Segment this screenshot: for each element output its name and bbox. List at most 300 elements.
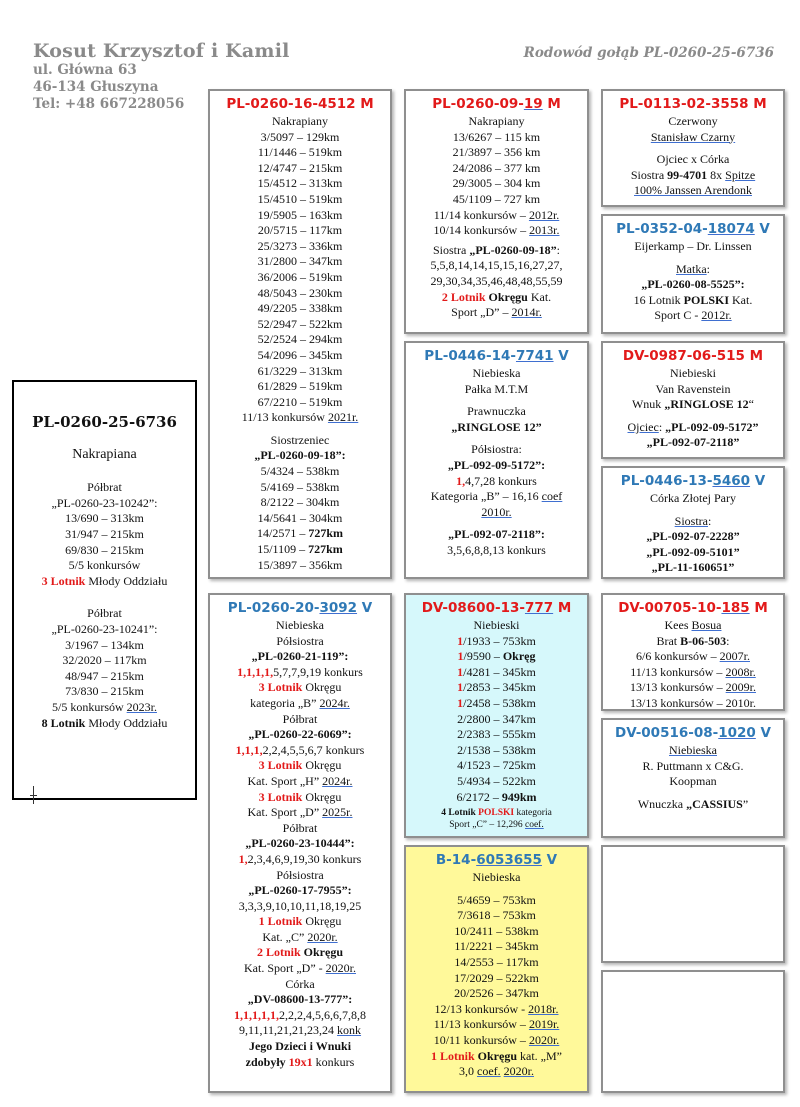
- category-year: 2025r.: [322, 805, 353, 820]
- results-wins: 1,1,1,1,: [237, 664, 274, 679]
- konk-text: 11/14 konkursów –: [433, 207, 529, 222]
- kids-text: zdobyły: [245, 1054, 289, 1069]
- fff-line: [607, 183, 779, 199]
- summary-year: 2021r.: [327, 410, 359, 425]
- ring-number: 6053655: [476, 852, 542, 868]
- mother-bro-lotnik: [214, 758, 386, 774]
- lotnik-rank: 3 Lotnik: [258, 680, 303, 695]
- father-result: 61/2829 – 519km: [257, 379, 343, 394]
- fm-bro-ring: „PL-092-07-2118”:: [448, 527, 545, 542]
- ffm-box: [601, 214, 785, 334]
- line-quote: “: [748, 397, 754, 412]
- subject-brat1-result: 13/690 – 313km: [65, 511, 144, 526]
- lotnik-rank: 3 Lotnik: [258, 758, 303, 773]
- mff-line: [607, 634, 779, 650]
- fm-sis-results: [410, 474, 583, 490]
- mother-sis-ring: „PL-0260-21-119”:: [251, 649, 349, 664]
- sis-ring: „PL-0260-09-18”: [469, 242, 557, 257]
- konk-year: 2007r.: [719, 649, 750, 664]
- konk-year: 2009r.: [725, 680, 756, 695]
- fm-sis-year: 2010r.: [481, 504, 512, 519]
- result-text: 14/2571 –: [256, 526, 309, 541]
- konk-year: 2018r.: [528, 1001, 559, 1016]
- line-text: 100%: [634, 183, 665, 198]
- subject-brat2-result: 73/830 – 215km: [65, 684, 144, 699]
- ff-box: [404, 89, 589, 334]
- mother-bro2-ring: „PL-0260-23-10444”:: [245, 836, 355, 851]
- line-text: Janssen Arendonk: [665, 183, 752, 198]
- mother-daughter-results: [214, 1023, 386, 1039]
- ff-result: 29/3005 – 304 km: [452, 176, 541, 191]
- results-abbrev: konk: [337, 1023, 362, 1038]
- kids-text: konkurs: [312, 1054, 355, 1069]
- mff-konk: [607, 680, 779, 696]
- konk-text: 10/14 konkursów –: [433, 223, 530, 238]
- lotnik-rank: 3 Lotnik: [41, 573, 86, 588]
- konk-text: 13/13 konkursów –: [629, 680, 726, 695]
- lotnik-kat: Kat.: [527, 289, 552, 304]
- mf-result: [410, 680, 583, 696]
- father-ring: „PL-092-09-5172”: [665, 419, 759, 434]
- ring-part: PL-0352-04-: [616, 221, 708, 237]
- ff-result: 13/6267 – 115 km: [452, 129, 541, 144]
- lotnik-rank: 2 Lotnik: [256, 945, 301, 960]
- ring-part: DV-00705-10-: [618, 600, 722, 616]
- results-wins: 1,: [238, 851, 248, 866]
- ff-konk: [410, 223, 583, 239]
- subject-brat1-ring: „PL-0260-23-10242”:: [51, 495, 158, 510]
- mmm-box-empty: [601, 970, 785, 1093]
- mf-result: [410, 665, 583, 681]
- mm-konk: [410, 1017, 583, 1033]
- ff-sis: [410, 243, 583, 259]
- father-result: 52/2947 – 522km: [257, 316, 343, 331]
- father-nephew-result: [214, 542, 386, 558]
- mother-bro-results: [214, 743, 386, 759]
- coef-label: coef.: [477, 1064, 501, 1079]
- ff-sis-results: 29,30,34,35,46,48,48,55,59: [430, 273, 563, 288]
- father-nephew-result: 5/4324 – 538km: [260, 464, 340, 479]
- fm-sis-category: [410, 489, 583, 505]
- fmf-line: [607, 397, 779, 413]
- ring-part: DV-00516-08-: [615, 725, 719, 741]
- mf-result: [410, 790, 583, 806]
- mm-result: 17/2029 – 522km: [454, 970, 539, 985]
- subject-brat2-lotnik: [18, 716, 191, 732]
- lotnik-polski: POLSKI: [683, 292, 730, 307]
- mf-color: Niebieski: [473, 618, 520, 632]
- ff-color: Nakrapiany: [468, 114, 525, 128]
- results-wins: 1,1,1,1,1,: [234, 1007, 279, 1022]
- kids-wins: 19x1: [288, 1054, 313, 1069]
- konk-year: 2008r.: [725, 664, 756, 679]
- ring-number: 5460: [712, 473, 751, 489]
- konk-year: 2013r.: [529, 223, 560, 238]
- mm-box: [404, 845, 589, 1093]
- foot-coef: coef.: [525, 820, 544, 831]
- fm-color: Niebieska: [472, 366, 521, 380]
- line-word: Spitze: [725, 167, 756, 182]
- mff-line: [607, 618, 779, 634]
- ff-ring: [410, 94, 583, 114]
- mff-konk: [607, 649, 779, 665]
- label-text: Siostra: [674, 513, 708, 528]
- category-text: Kat. „C”: [262, 929, 308, 944]
- fmf-father: [607, 420, 779, 436]
- line-name: „CASSIUS: [686, 796, 743, 811]
- summary-text: 11/13 konkursów: [241, 410, 328, 425]
- father-result: 15/4510 – 519km: [257, 191, 343, 206]
- lotnik-level: Młody Oddziału: [85, 573, 168, 588]
- result-distance: 727km: [308, 526, 343, 541]
- line-name: Bosua: [691, 618, 722, 632]
- konk-text: 12/13 konkursów -: [434, 1001, 529, 1016]
- category-year: 2012r.: [701, 308, 732, 323]
- mother-daughter-ring: „DV-08600-13-777”:: [247, 992, 353, 1007]
- ff-result: 24/2086 – 377 km: [452, 160, 541, 175]
- result-rest: /1933 – 753km: [463, 633, 536, 648]
- ring-sex: M: [542, 96, 561, 112]
- result-place: 1: [457, 633, 464, 648]
- fmm-line: Córka Złotej Pary: [650, 491, 736, 505]
- result-distance: 727km: [308, 542, 343, 557]
- ffm-ring: [607, 219, 779, 239]
- category-text: Sport C -: [654, 308, 702, 323]
- line-ring: 99-4701: [667, 167, 708, 182]
- mf-result: [410, 696, 583, 712]
- subject-brat1-result: 69/830 – 215km: [65, 542, 144, 557]
- mother-sis-results: [214, 665, 386, 681]
- lotnik-level: Okręgu: [302, 758, 342, 773]
- owner-city: 46-134 Głuszyna: [33, 79, 159, 95]
- fff-breeder: Stanisław Czarny: [650, 129, 736, 144]
- mother-bro-ring: „PL-0260-22-6069”:: [248, 727, 352, 742]
- mother-sis-category: [214, 696, 386, 712]
- ff-sis-results: 5,5,8,14,14,15,15,16,27,27,: [430, 258, 563, 273]
- ffm-line: Eijerkamp – Dr. Linssen: [634, 239, 752, 253]
- father-nephew-result: 14/5641 – 304km: [257, 510, 343, 525]
- line-colon: :: [726, 633, 730, 648]
- subject-box: [12, 380, 197, 800]
- mf-result: 5/4934 – 522km: [457, 773, 536, 788]
- subject-brat2-ring: „PL-0260-23-10241”:: [51, 621, 158, 636]
- result-rest: /2853 – 345km: [463, 680, 536, 695]
- lotnik-level: Okręgu: [300, 945, 344, 960]
- category-year: 2014r.: [511, 305, 542, 320]
- fmf-color: Niebieski: [670, 366, 716, 380]
- line-quote: ”: [742, 796, 749, 811]
- lotnik-level: Okręgu: [302, 914, 342, 929]
- mm-result: 7/3618 – 753km: [457, 908, 536, 923]
- subject-brat1-result: 31/947 – 215km: [65, 526, 144, 541]
- father-result: 15/4512 – 313km: [257, 176, 343, 191]
- category-text: kategoria „B”: [250, 695, 320, 710]
- sis-colon: :: [556, 242, 560, 257]
- subject-brat1-label: Półbrat: [87, 480, 122, 495]
- ffm-mother-category: [607, 308, 779, 324]
- foot-text: Sport „C” – 12,296: [449, 820, 525, 831]
- father-label: Ojciec: [627, 419, 659, 434]
- ring-sex: V: [541, 852, 558, 868]
- result-rest: 6/2172 –: [456, 789, 502, 804]
- father-nephew-result: 15/3897 – 356km: [257, 557, 343, 572]
- ring-sex: M: [553, 600, 572, 616]
- mother-bro2-results: [214, 852, 386, 868]
- category-year: 2024r.: [322, 773, 353, 788]
- mother-sis2-ring: „PL-0260-17-7955”:: [248, 883, 352, 898]
- subject-brat2-konk: [18, 700, 191, 716]
- results-rest: 2,3,4,6,9,19,30 konkurs: [247, 851, 362, 866]
- owner-address: ul. Główna 63: [33, 62, 137, 78]
- fff-line: Ojciec x Córka: [656, 152, 730, 167]
- fff-line: [607, 168, 779, 184]
- ffm-mother-lotnik: [607, 293, 779, 309]
- mother-sis2-category: [214, 961, 386, 977]
- ring-sex: V: [357, 600, 373, 616]
- ring-number: 777: [524, 600, 554, 616]
- father-colon: :: [658, 419, 666, 434]
- ring-sex: V: [754, 221, 770, 237]
- lotnik-level: Okręgu: [302, 680, 342, 695]
- ff-sis-lotnik: [410, 290, 583, 306]
- mother-bro-lotnik: [214, 790, 386, 806]
- foot-text: kategoria: [514, 808, 552, 819]
- ring-number: 19: [523, 96, 543, 112]
- father-result: 52/2524 – 294km: [257, 332, 343, 347]
- fmf-ring: DV-0987-06-515 M: [622, 348, 764, 364]
- ring-number: 1020: [718, 725, 756, 741]
- ring-number: 18074: [707, 221, 755, 237]
- mm-result: 5/4659 – 753km: [457, 892, 536, 907]
- father-ring: PL-0260-16-4512 M: [226, 96, 374, 112]
- label-text: Matka: [676, 261, 707, 276]
- mother-sis-label: Półsiostra: [276, 633, 324, 648]
- fm-line: Pałka M.T.M: [464, 381, 529, 396]
- fmf-line: Van Ravenstein: [655, 381, 731, 396]
- fm-sis-ring: „PL-092-09-5172”:: [447, 457, 546, 472]
- father-nephew-result: [214, 526, 386, 542]
- result-place: 1: [457, 695, 464, 710]
- father-result: 11/1446 – 519km: [257, 145, 343, 160]
- foot-polski: POLSKI: [478, 808, 515, 819]
- mother-daughter-label: Córka: [285, 976, 315, 991]
- coef-year: 2020r.: [503, 1064, 534, 1079]
- mff-konk: [607, 665, 779, 681]
- mfm-box: [601, 718, 785, 838]
- ring-sex: V: [755, 725, 771, 741]
- result-okreg: Okręg: [502, 649, 536, 664]
- mother-sis2-lotnik: [214, 945, 386, 961]
- mfm-line: [607, 797, 779, 813]
- fff-box: [601, 89, 785, 207]
- lotnik-kat: Kat.: [729, 292, 753, 307]
- category-text: Kat. Sport „H”: [247, 773, 323, 788]
- ring-sex: V: [553, 348, 569, 364]
- mother-sis-lotnik: [214, 680, 386, 696]
- mother-bro-category: [214, 805, 386, 821]
- subject-brat2-result: 32/2020 – 117km: [62, 653, 147, 668]
- fm-great-name: „RINGLOSE 12”: [451, 419, 542, 434]
- father-nephew-ring: „PL-0260-09-18”:: [254, 448, 346, 463]
- subject-ring: PL-0260-25-6736: [32, 413, 177, 431]
- line-text: Kees: [664, 618, 692, 632]
- line-text: Wnuczka: [637, 796, 687, 811]
- mfm-line: Koopman: [669, 774, 717, 789]
- foot-text: 4 Lotnik: [441, 808, 479, 819]
- mm-result: 14/2553 – 117km: [454, 954, 539, 969]
- father-result: 12/4747 – 215km: [257, 160, 343, 175]
- fmm-ring: [607, 471, 779, 491]
- category-text: Kategoria „B” – 16,16: [430, 489, 542, 504]
- mother-daughter-results: [214, 1008, 386, 1024]
- konk-year: 2012r.: [528, 207, 560, 222]
- mff-konk: 13/13 konkursów – 2010r.: [630, 695, 756, 710]
- fff-ring: PL-0113-02-3558 M: [619, 96, 767, 112]
- pedigree-title: Rodowód gołąb PL-0260-25-6736: [523, 45, 774, 61]
- mother-sis2-lotnik: [214, 914, 386, 930]
- ring-sex: V: [750, 473, 766, 489]
- ff-sis-category: [410, 305, 583, 321]
- father-result: 36/2006 – 519km: [257, 269, 343, 284]
- mff-ring: [607, 598, 779, 618]
- ring-part: B-14-: [435, 852, 477, 868]
- category-coef: coef: [541, 489, 563, 504]
- line-text: Siostra: [630, 167, 668, 182]
- lotnik-rank: 1 Lotnik: [430, 1048, 475, 1063]
- fmf-box: [601, 341, 785, 459]
- mf-foot: [410, 819, 583, 831]
- label-colon: :: [706, 261, 710, 276]
- father-result: 54/2096 – 345km: [257, 347, 343, 362]
- subject-brat2-result: 3/1967 – 134km: [65, 637, 144, 652]
- result-text: 15/1109 –: [257, 542, 309, 557]
- father-summary: [214, 410, 386, 426]
- category-text: Sport „D” –: [451, 305, 512, 320]
- father-result: 49/2205 – 338km: [257, 301, 343, 316]
- mf-result: 2/2383 – 555km: [457, 727, 536, 742]
- result-place: 1: [457, 649, 464, 664]
- father-result: 48/5043 – 230km: [257, 285, 343, 300]
- category-text: Kat. Sport „D”: [247, 805, 323, 820]
- fmm-sis-ring: „PL-092-07-2228”: [646, 529, 740, 544]
- results-wins: 1,1,1,: [235, 742, 263, 757]
- mother-sis2-category: [214, 930, 386, 946]
- owner-name: Kosut Krzysztof i Kamil: [33, 40, 290, 62]
- lotnik-kat: kat. „M”: [517, 1048, 562, 1063]
- father-result: 3/5097 – 129km: [260, 129, 340, 144]
- ring-part: DV-08600-13-: [421, 600, 525, 616]
- mother-kids-line: [214, 1055, 386, 1071]
- mf-result: 2/1538 – 538km: [457, 742, 536, 757]
- category-text: Kat. Sport „D” -: [244, 961, 326, 976]
- mf-result: 2/2800 – 347km: [457, 711, 536, 726]
- line-text: Wnuk: [631, 397, 665, 412]
- ring-part: PL-0446-14-: [424, 348, 516, 364]
- lotnik-level: Okręgu: [474, 1048, 518, 1063]
- fmm-sis-ring: „PL-11-160651”: [651, 560, 735, 575]
- result-place: 1: [457, 664, 464, 679]
- lotnik-rank: 2 Lotnik: [441, 289, 486, 304]
- father-result: 25/3273 – 336km: [257, 238, 343, 253]
- category-year: 2020r.: [307, 929, 338, 944]
- subject-brat1-result: 5/5 konkursów: [68, 558, 141, 573]
- results-wins: 1,: [456, 473, 466, 488]
- fm-box: [404, 341, 589, 579]
- text-cursor-icon: [33, 786, 34, 804]
- mf-result: [410, 649, 583, 665]
- father-nephew-result: 8/2122 – 304km: [260, 495, 340, 510]
- results-rest: 5,7,7,9,19 konkurs: [273, 664, 363, 679]
- mm-result: 20/2526 – 347km: [454, 986, 539, 1001]
- konk-year: 2020r.: [528, 1032, 560, 1047]
- konk-text: 10/11 konkursów –: [433, 1032, 529, 1047]
- ring-part: PL-0446-13-: [620, 473, 713, 489]
- line-name: „RINGLOSE 12: [664, 397, 749, 412]
- results-rest: 9,11,11,21,21,23,24: [238, 1023, 338, 1038]
- ffm-mother-ring: „PL-0260-08-5525”:: [641, 277, 745, 292]
- father-result: 19/5905 – 163km: [257, 207, 343, 222]
- konk-year: 2023r.: [126, 699, 157, 714]
- lotnik-level: Młody Oddziału: [85, 715, 168, 730]
- mother-color: Niebieska: [276, 618, 324, 632]
- ff-result: 21/3897 – 356 km: [452, 145, 541, 160]
- father-box: [208, 89, 392, 579]
- ring-part: PL-0260-09-: [432, 96, 524, 112]
- mm-konk: [410, 1033, 583, 1049]
- ring-part: PL-0260-20-: [227, 600, 320, 616]
- mother-bro2-label: Półbrat: [282, 820, 318, 835]
- result-rest: /2458 – 538km: [463, 695, 536, 710]
- mf-foot: [410, 807, 583, 819]
- fmm-sis-label: [607, 514, 779, 530]
- mmf-box-empty: [601, 845, 785, 963]
- mother-ring: [214, 598, 386, 618]
- mother-bro-category: [214, 774, 386, 790]
- mm-lotnik: [410, 1049, 583, 1065]
- lotnik-rank: 16 Lotnik: [633, 292, 684, 307]
- mf-result: 4/1523 – 725km: [457, 758, 536, 773]
- label-colon: :: [708, 513, 712, 528]
- category-year: 2020r.: [325, 961, 356, 976]
- father-result: 31/2800 – 347km: [257, 254, 343, 269]
- subject-color: Nakrapiana: [72, 446, 137, 462]
- subject-brat2-label: Półbrat: [87, 606, 122, 621]
- fm-sis-label: Półsiostra:: [471, 442, 522, 457]
- mm-result: 11/2221 – 345km: [454, 939, 539, 954]
- ffm-mother-label: [607, 262, 779, 278]
- father-nephew-label: Siostrzeniec: [270, 432, 330, 447]
- subject-brat1-lotnik: [18, 574, 191, 590]
- fm-great-label: Prawnuczka: [467, 404, 526, 419]
- line-text: Brat: [656, 633, 681, 648]
- lotnik-level: Okręgu: [302, 789, 342, 804]
- category-year: 2024r.: [319, 695, 350, 710]
- result-rest: /9590 –: [463, 649, 503, 664]
- father-result: 61/3229 – 313km: [257, 363, 343, 378]
- ring-number: 7741: [515, 348, 554, 364]
- ff-result: 45/1109 – 727 km: [452, 191, 541, 206]
- coef-value: 3,0: [459, 1064, 477, 1079]
- mother-bro-label: Półbrat: [282, 711, 318, 726]
- fmm-sis-ring: „PL-092-09-5101”: [646, 544, 740, 559]
- lotnik-rank: 1 Lotnik: [258, 914, 303, 929]
- mother-sis2-label: Półsiostra: [276, 867, 324, 882]
- mm-color: Niebieska: [472, 870, 521, 884]
- mf-result: [410, 634, 583, 650]
- line-ring: B-06-503: [680, 633, 727, 648]
- sis-label: Siostra: [432, 242, 470, 257]
- father-color: Nakrapiany: [272, 114, 328, 128]
